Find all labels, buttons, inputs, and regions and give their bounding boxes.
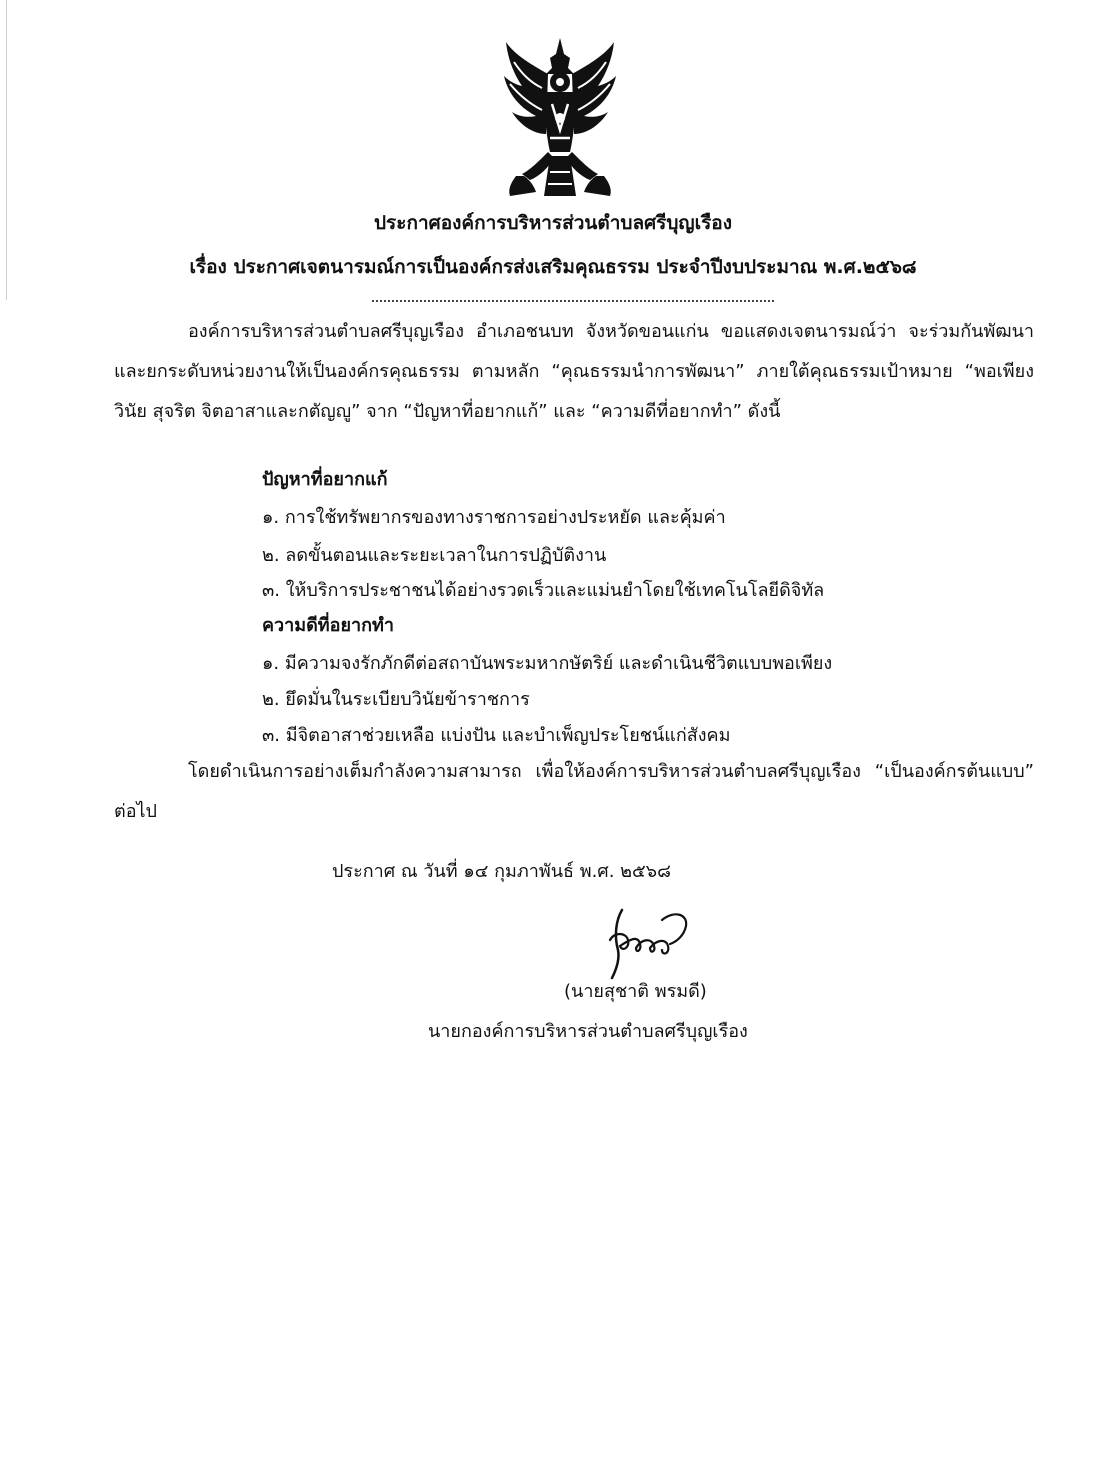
problem-item: ๑. การใช้ทรัพยากรของทางราชการอย่างประหยัด และคุ้มค่า — [262, 507, 726, 528]
virtue-item: ๑. มีความจงรักภักดีต่อสถาบันพระมหากษัตริย์ และดำเนินชีวิตแบบพอเพียง — [262, 653, 833, 674]
problem-item: ๓. ให้บริการประชาชนได้อย่างรวดเร็วและแม่นยำโดยใช้เทคโนโลยีดิจิทัล — [262, 580, 825, 601]
problems-heading: ปัญหาที่อยากแก้ — [262, 469, 388, 490]
garuda-emblem-icon — [500, 34, 620, 202]
signer-name: (นายสุชาติ พรมดี) — [564, 981, 707, 1002]
document-subject: เรื่อง ประกาศเจตนารมณ์การเป็นองค์กรส่งเสริมคุณธรรม ประจำปีงบประมาณ พ.ศ.๒๕๖๘ — [189, 256, 917, 278]
intro-paragraph: องค์การบริหารส่วนตำบลศรีบุญเรือง อำเภอชนบท จังหวัดขอนแก่น ขอแสดงเจตนารมณ์ว่า จะร่วมกันพัฒนาและยกระดับหน่วยงานให้เป็นองค์กรคุณธรรม ตามหลัก “คุณธรรมนำการพัฒนา” ภายใต้คุณธรรมเป้าหมาย “พอเพียง วินัย สุจริต จิตอาสาและกตัญญู” จาก “ปัญหาที่อยากแก้” และ “ความดีที่อยากทำ” ดังนี้ — [114, 321, 1034, 422]
virtue-item: ๒. ยึดมั่นในระเบียบวินัยข้าราชการ — [262, 689, 530, 710]
problem-item: ๒. ลดขั้นตอนและระยะเวลาในการปฏิบัติงาน — [262, 545, 607, 566]
virtues-heading: ความดีที่อยากทำ — [262, 615, 395, 636]
signature-icon — [592, 900, 702, 980]
announce-date: ประกาศ ณ วันที่ ๑๔ กุมภาพันธ์ พ.ศ. ๒๕๖๘ — [332, 861, 671, 882]
closing-paragraph: โดยดำเนินการอย่างเต็มกำลังความสามารถ เพื่อให้องค์การบริหารส่วนตำบลศรีบุญเรือง “เป็นองค์กรต้นแบบ” ต่อไป — [114, 761, 1034, 822]
dotted-divider — [372, 300, 774, 302]
signer-title: นายกองค์การบริหารส่วนตำบลศรีบุญเรือง — [428, 1021, 748, 1042]
document-title: ประกาศองค์การบริหารส่วนตำบลศรีบุญเรือง — [373, 212, 732, 234]
virtue-item: ๓. มีจิตอาสาช่วยเหลือ แบ่งปัน และบำเพ็ญประโยชน์แก่สังคม — [262, 725, 731, 746]
